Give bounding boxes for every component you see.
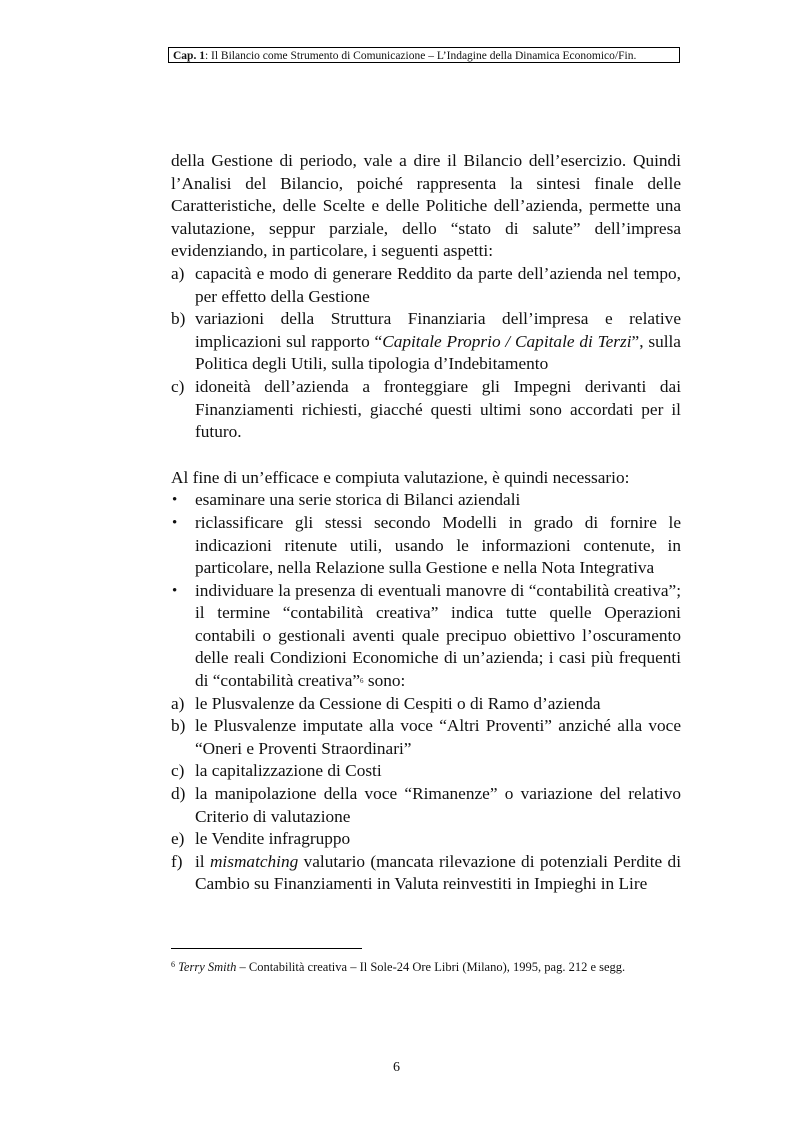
list-item-text: riclassificare gli stessi secondo Modelli in grado di fornire le indicazioni ritenute utili, usando le informazioni contenute, in particolare, nella Relazione sulla Gestione e nella Nota Integrativa (195, 512, 681, 578)
bullet-icon: • (172, 514, 178, 531)
list-marker: c) (171, 761, 185, 781)
list-marker: d) (171, 784, 186, 804)
cases-list (171, 693, 681, 896)
list-marker: a) (171, 263, 185, 283)
bullet-list (171, 489, 681, 692)
list-item (171, 376, 681, 444)
list-item (171, 512, 681, 580)
list-item-text: idoneità dell’azienda a fronteggiare gli Impegni derivanti dai Finanziamenti richiesti, giacché questi ultimi sono accordati per il futuro. (195, 376, 681, 442)
list-marker: f) (171, 851, 183, 871)
bullet-icon: • (172, 492, 178, 509)
bullet-icon: • (172, 582, 178, 599)
footnote-divider (171, 948, 362, 949)
list-item (171, 783, 681, 828)
list-marker: b) (171, 716, 186, 736)
chapter-title: : Il Bilancio come Strumento di Comunicazione – L’Indagine della Dinamica Economico/Fin. (204, 50, 637, 62)
spacer (171, 444, 681, 467)
list-marker: a) (171, 693, 185, 713)
list-marker: c) (171, 376, 185, 396)
list-item (171, 715, 681, 760)
list-item-text: il (195, 851, 210, 871)
intro-paragraph: della Gestione di periodo, vale a dire il Bilancio dell’esercizio. Quindi l’Analisi del Bilancio, poiché rappresenta la sintesi finale delle Caratteristiche, delle Scelte e delle Politiche dell’azienda, permette una valutazione, seppur parziale, dello “stato di salute” dell’impresa evidenziando, in particolare, i seguenti aspetti: (171, 151, 681, 261)
list-item (171, 308, 681, 376)
list-item (171, 489, 681, 512)
list-marker: b) (171, 309, 186, 329)
list-item-text: la capitalizzazione di Costi (195, 761, 382, 781)
page-number: 6 (393, 1060, 400, 1075)
list-item-text: la manipolazione della voce “Rimanenze” o variazione del relativo Criterio di valutazione (195, 784, 681, 826)
page-body (171, 150, 681, 896)
necessary-paragraph: Al fine di un’efficace e compiuta valutazione, è quindi necessario: (171, 467, 630, 487)
list-item-text: le Vendite infragruppo (195, 829, 351, 849)
italic-term: mismatching (209, 851, 299, 871)
aspects-list (171, 263, 681, 444)
list-item-text: esaminare una serie storica di Bilanci aziendali (195, 490, 521, 510)
list-item-text: variazioni della Struttura Finanziaria dell’impresa e relative implicazioni sul rapporto “ (195, 309, 681, 351)
list-item (171, 760, 681, 783)
list-item (171, 851, 681, 896)
footnote (171, 957, 625, 975)
list-item-text: valutario (mancata rilevazione di potenziali Perdite di Cambio su Finanziamenti in Valuta reinvestiti in Impieghi in Lire (195, 851, 681, 894)
list-item (171, 263, 681, 308)
list-marker: e) (171, 829, 185, 849)
running-header (168, 47, 680, 63)
list-item-text: le Plusvalenze da Cessione di Cespiti o di Ramo d’azienda (195, 693, 601, 713)
list-item-text: individuare la presenza di eventuali manovre di “contabilità creativa”; il termine “contabilità creativa” indica tutte quelle Operazioni contabili o gestionali aventi quale precipuo obiettivo l’oscuramento delle reali Condizioni Economiche di un’azienda; i casi più frequenti di “contabilità creativa” (195, 580, 681, 691)
list-item (171, 580, 681, 693)
footnote-ref[interactable]: 6 (360, 677, 364, 686)
footnote-number: 6 (171, 960, 175, 969)
list-item-text: le Plusvalenze imputate alla voce “Altri Proventi” anziché alla voce “Oneri e Proventi Straordinari” (195, 716, 681, 758)
chapter-label: Cap. 1 (173, 50, 205, 62)
italic-term: Capitale Proprio / Capitale di Terzi (382, 331, 632, 351)
list-item (171, 828, 681, 851)
list-item-text: ”, sulla Politica degli Utili, sulla tipologia d’Indebitamento (195, 331, 681, 374)
list-item-text: sono: (363, 671, 406, 691)
list-item-text: capacità e modo di generare Reddito da parte dell’azienda nel tempo, per effetto della Gestione (195, 263, 681, 306)
footnote-text: – Contabilità creativa – Il Sole-24 Ore Libri (Milano), 1995, pag. 212 e segg. (236, 960, 626, 974)
list-item (171, 693, 681, 716)
footnote-author: Terry Smith (178, 960, 237, 974)
